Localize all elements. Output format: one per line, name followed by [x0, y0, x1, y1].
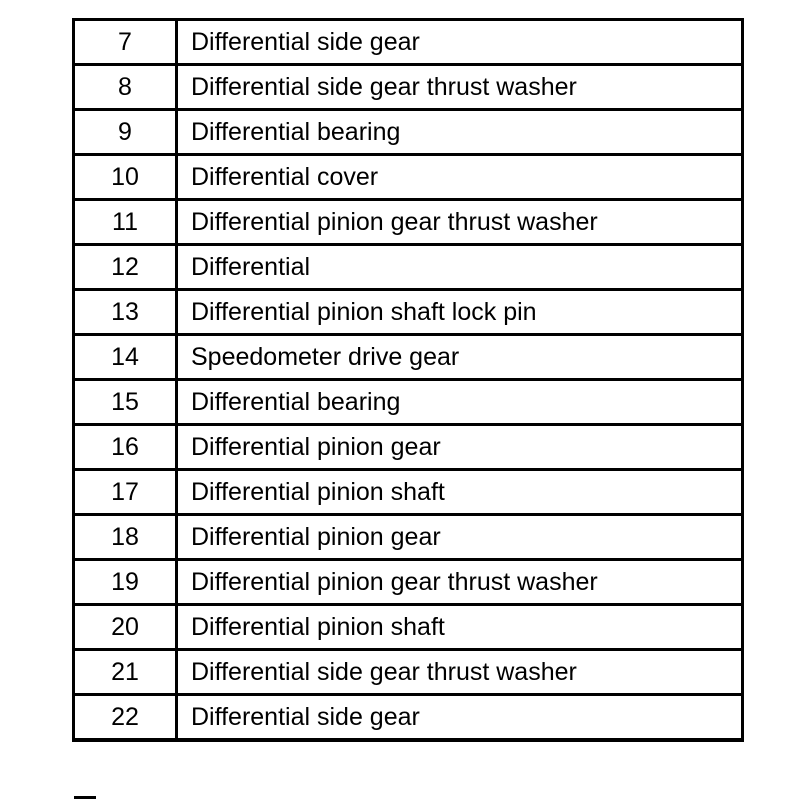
table-row [74, 515, 743, 560]
part-number: 14 [74, 335, 177, 380]
part-number: 15 [74, 380, 177, 425]
part-description: Differential pinion gear thrust washer [177, 200, 743, 245]
table-row [74, 380, 743, 425]
table-row [74, 695, 743, 741]
table-row [74, 245, 743, 290]
part-description: Differential bearing [177, 380, 743, 425]
part-number: 18 [74, 515, 177, 560]
part-description: Differential pinion shaft [177, 605, 743, 650]
table-row [74, 470, 743, 515]
part-number: 22 [74, 695, 177, 741]
part-description: Differential side gear [177, 695, 743, 741]
part-description: Differential pinion gear thrust washer [177, 560, 743, 605]
part-description: Differential pinion gear [177, 425, 743, 470]
table-row [74, 20, 743, 65]
part-number: 13 [74, 290, 177, 335]
part-description: Differential [177, 245, 743, 290]
table-row [74, 155, 743, 200]
table-row [74, 605, 743, 650]
table-row [74, 650, 743, 695]
parts-legend-body [74, 20, 743, 741]
table-row [74, 110, 743, 155]
part-number: 9 [74, 110, 177, 155]
table-row [74, 335, 743, 380]
part-number: 16 [74, 425, 177, 470]
part-description: Differential side gear thrust washer [177, 650, 743, 695]
part-description: Differential bearing [177, 110, 743, 155]
table-row [74, 425, 743, 470]
part-number: 7 [74, 20, 177, 65]
part-number: 21 [74, 650, 177, 695]
part-number: 17 [74, 470, 177, 515]
part-number: 10 [74, 155, 177, 200]
part-number: 8 [74, 65, 177, 110]
table-row [74, 200, 743, 245]
table-row [74, 560, 743, 605]
parts-legend-table [72, 18, 744, 742]
part-number: 19 [74, 560, 177, 605]
table-row [74, 290, 743, 335]
bottom-rule-divider [74, 796, 96, 799]
part-description: Differential pinion shaft [177, 470, 743, 515]
part-description: Speedometer drive gear [177, 335, 743, 380]
part-description: Differential side gear thrust washer [177, 65, 743, 110]
part-description: Differential pinion shaft lock pin [177, 290, 743, 335]
part-number: 20 [74, 605, 177, 650]
part-number: 12 [74, 245, 177, 290]
part-description: Differential cover [177, 155, 743, 200]
part-description: Differential pinion gear [177, 515, 743, 560]
part-description: Differential side gear [177, 20, 743, 65]
table-row [74, 65, 743, 110]
part-number: 11 [74, 200, 177, 245]
